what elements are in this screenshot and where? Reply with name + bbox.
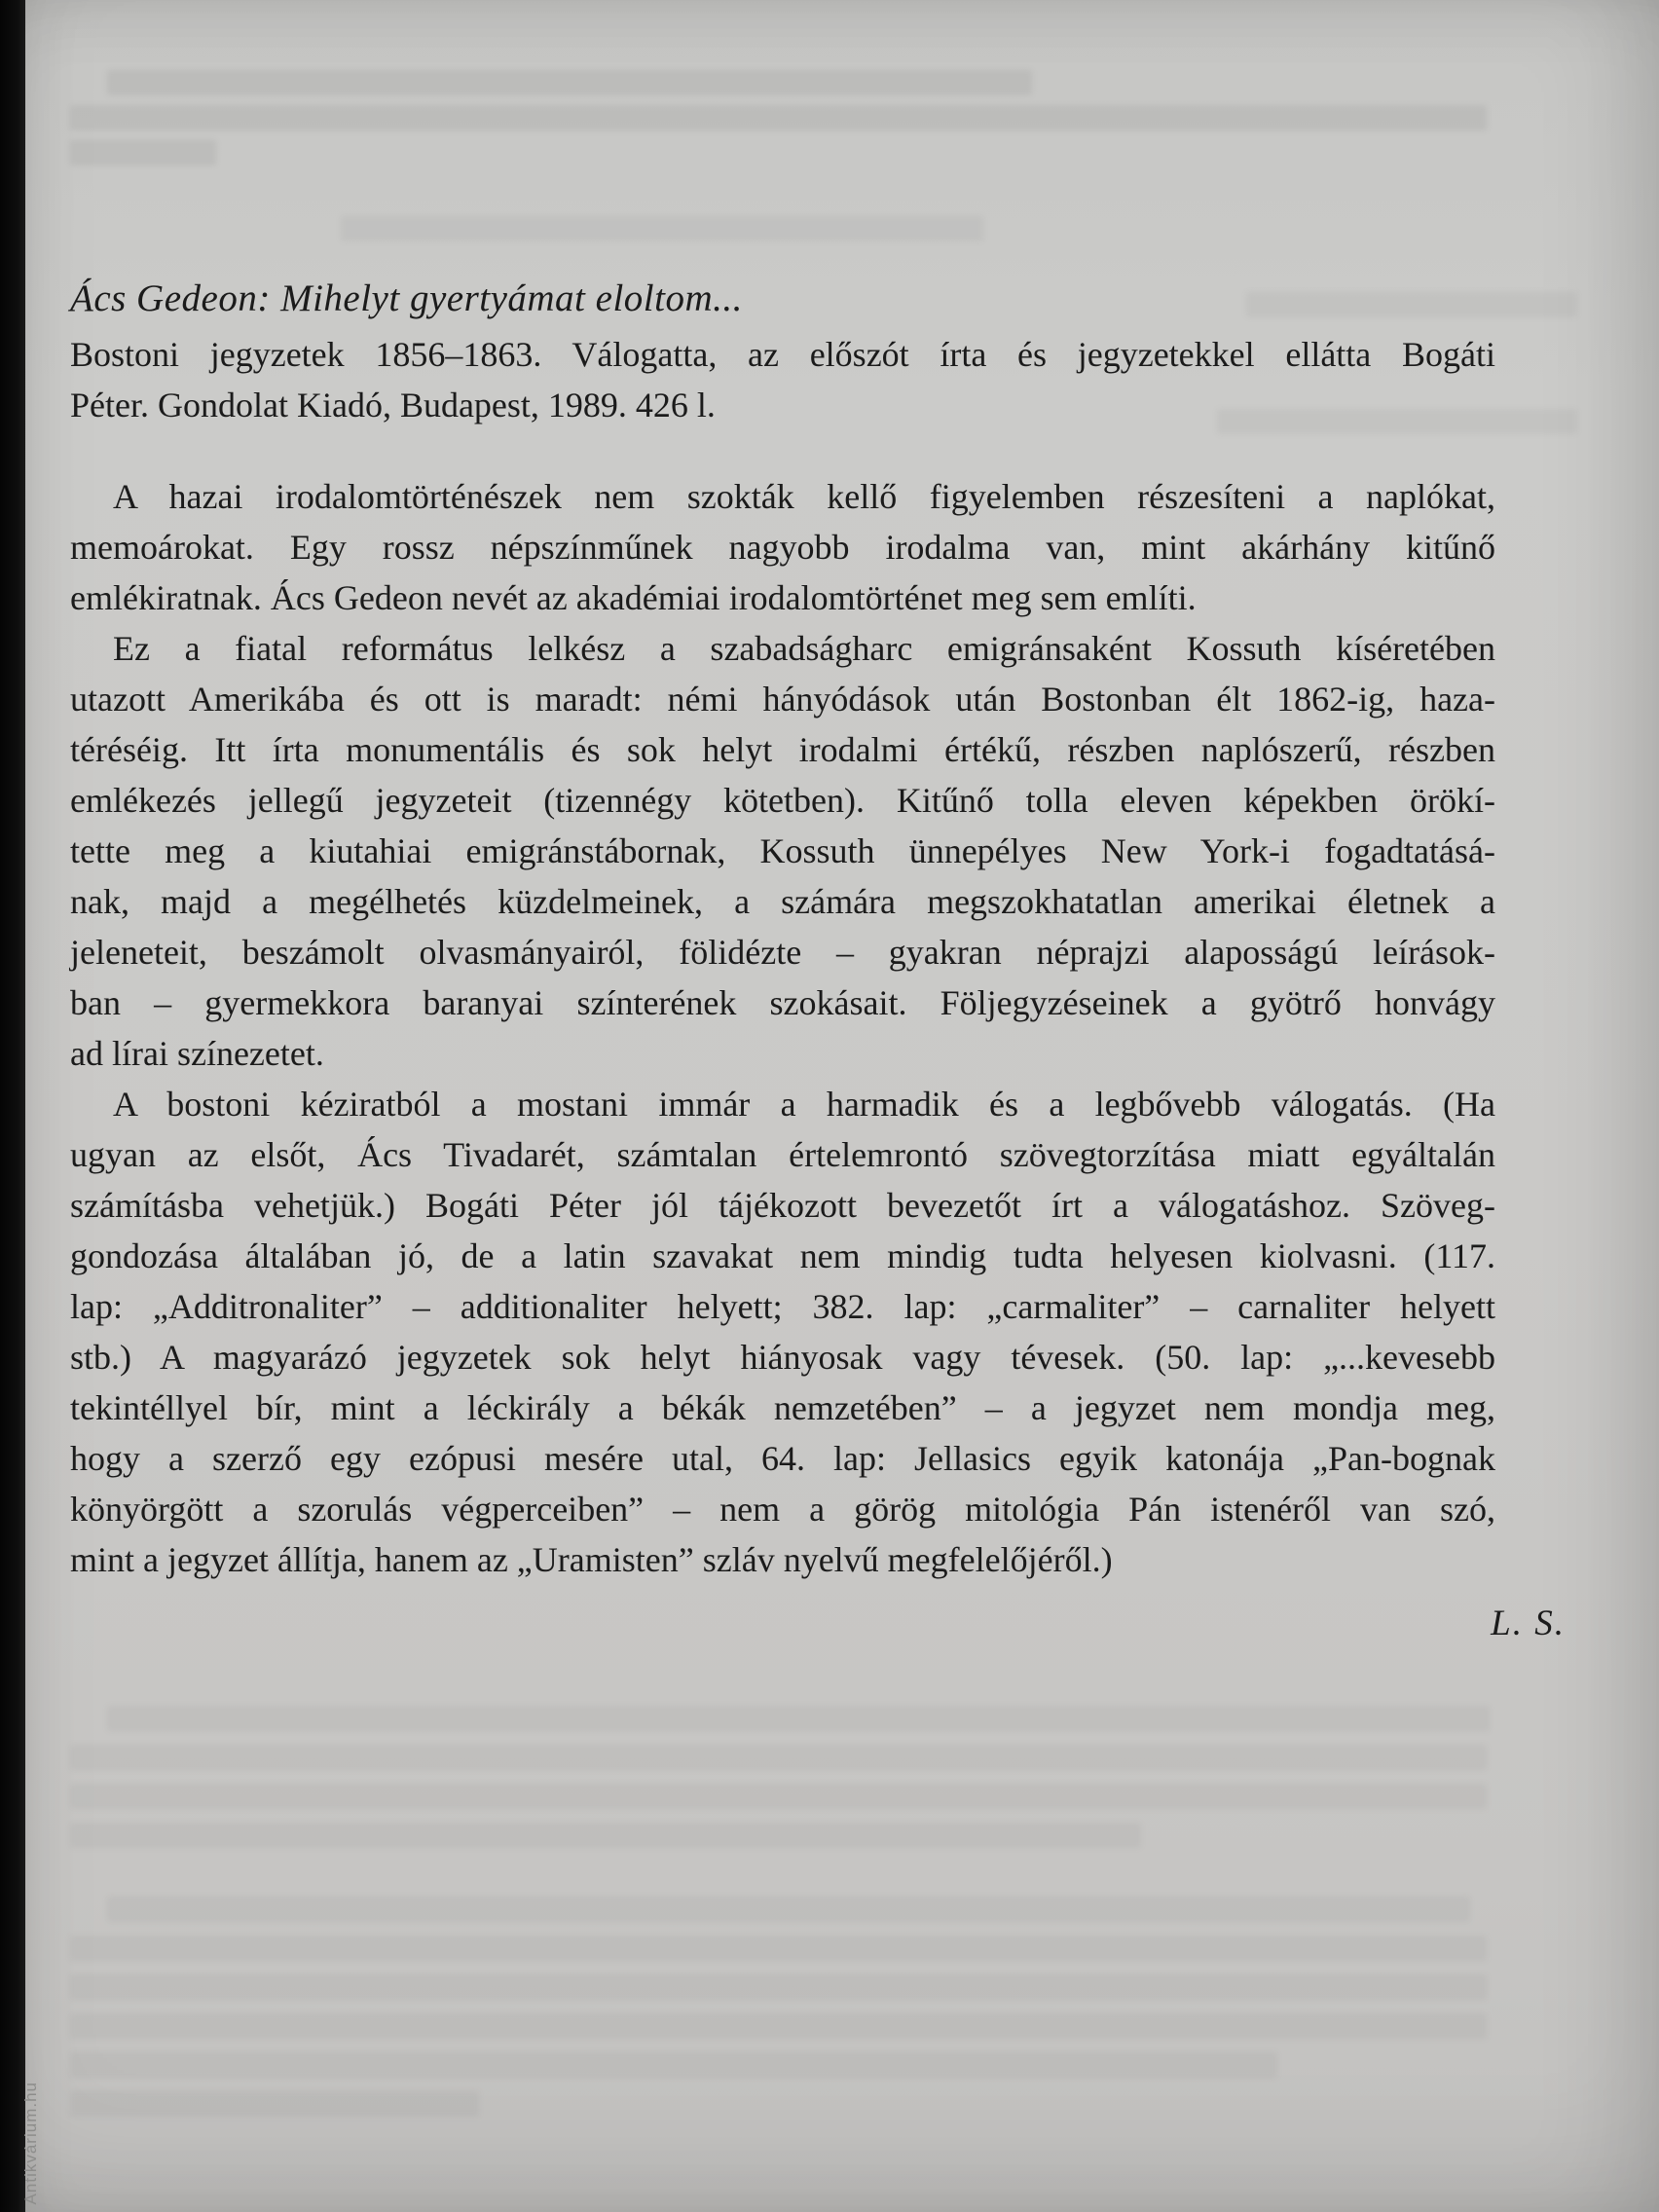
- text-line: Bostoni jegyzetek 1856–1863. Válogatta, az előszót írta és jegyzetekkel ellátta Bogáti: [70, 335, 1495, 374]
- text-line: számításba vehetjük.) Bogáti Péter jól tájékozott bevezetőt írt a válogatáshoz. Szöveg-: [70, 1186, 1495, 1225]
- text-line: emlékiratnak. Ács Gedeon nevét az akadémiai irodalomtörténet meg sem említi.: [70, 578, 1197, 617]
- bleed-through-line: [107, 70, 1032, 95]
- bleed-through-line: [107, 1897, 1470, 1922]
- book-review: [70, 273, 1566, 1649]
- review-title: Ács Gedeon: Mihelyt gyertyámat eloltom...: [70, 277, 743, 319]
- text-line: A hazai irodalomtörténészek nem szokták kellő figyelemben részesíteni a naplókat,: [113, 477, 1495, 516]
- text-line: ad lírai színezetet.: [70, 1034, 324, 1073]
- bleed-through-line: [70, 1823, 1141, 1848]
- text-line: tekintéllyel bír, mint a léckirály a békák nemzetében” – a jegyzet nem mondja meg,: [70, 1388, 1495, 1427]
- watermark: Antikvárium.hu: [21, 2081, 40, 2204]
- bleed-through-line: [70, 2013, 1487, 2039]
- bibliography: [70, 329, 1495, 430]
- bleed-through-line: [70, 2091, 479, 2117]
- text-line: könyörgött a szorulás végperceiben” – nem a görög mitológia Pán istenéről van szó,: [70, 1490, 1495, 1529]
- text-line: mint a jegyzet állítja, hanem az „Uramisten” szláv nyelvű megfelelőjéről.): [70, 1540, 1113, 1579]
- bleed-through-line: [70, 1936, 1487, 1961]
- bleed-through-line: [341, 216, 983, 241]
- text-line: tette meg a kiutahiai emigránstábornak, Kossuth ünnepélyes New York-i fogadtatásá-: [70, 831, 1495, 870]
- bleed-through-line: [107, 1706, 1490, 1731]
- text-line: nak, majd a megélhetés küzdelmeinek, a számára megszokhatatlan amerikai életnek a: [70, 882, 1495, 921]
- text-line: stb.) A magyarázó jegyzetek sok helyt hiányosak vagy tévesek. (50. lap: „...kevesebb: [70, 1338, 1495, 1377]
- text-line: gondozása általában jó, de a latin szavakat nem mindig tudta helyesen kiolvasni. (117.: [70, 1236, 1495, 1275]
- bleed-through-line: [70, 1974, 1487, 2000]
- bleed-through-line: [70, 140, 216, 166]
- text-line: A bostoni kéziratból a mostani immár a harmadik és a legbővebb válogatás. (Ha: [113, 1085, 1495, 1124]
- text-line: hogy a szerző egy ezópusi mesére utal, 64. lap: Jellasics egyik katonája „Pan-bognak: [70, 1439, 1495, 1478]
- text-line: ban – gyermekkora baranyai színterének szokásait. Följegyzéseinek a gyötrő honvágy: [70, 983, 1495, 1022]
- text-line: memoárokat. Egy rossz népszínműnek nagyobb irodalma van, mint akárhány kitűnő: [70, 528, 1495, 567]
- text-line: utazott Amerikába és ott is maradt: némi hányódások után Bostonban élt 1862-ig, haza-: [70, 680, 1495, 719]
- text-line: lap: „Additronaliter” – additionaliter helyett; 382. lap: „carmaliter” – carnaliter helyett: [70, 1287, 1495, 1326]
- bleed-through-line: [70, 105, 1487, 130]
- reviewer-initials: L. S.: [1491, 1604, 1566, 1643]
- bleed-through-line: [70, 2052, 1277, 2078]
- bleed-through-line: [70, 1745, 1487, 1770]
- text-line: téréséig. Itt írta monumentális és sok helyt irodalmi értékű, részben naplószerű, részben: [70, 730, 1495, 769]
- bleed-through-line: [70, 1784, 1487, 1809]
- text-line: Ez a fiatal református lelkész a szabadságharc emigránsaként Kossuth kíséretében: [113, 629, 1495, 668]
- text-line: emlékezés jellegű jegyzeteit (tizennégy kötetben). Kitűnő tolla eleven képekben örökí-: [70, 781, 1495, 820]
- scan-edge: [0, 0, 25, 2212]
- review-body: [70, 471, 1495, 1585]
- text-line: jeleneteit, beszámolt olvasmányairól, fölidézte – gyakran néprajzi alaposságú leírások-: [70, 933, 1495, 972]
- text-line: Péter. Gondolat Kiadó, Budapest, 1989. 426 l.: [70, 386, 716, 424]
- text-line: ugyan az elsőt, Ács Tivadarét, számtalan értelemrontó szövegtorzítása miatt egyáltalán: [70, 1135, 1495, 1174]
